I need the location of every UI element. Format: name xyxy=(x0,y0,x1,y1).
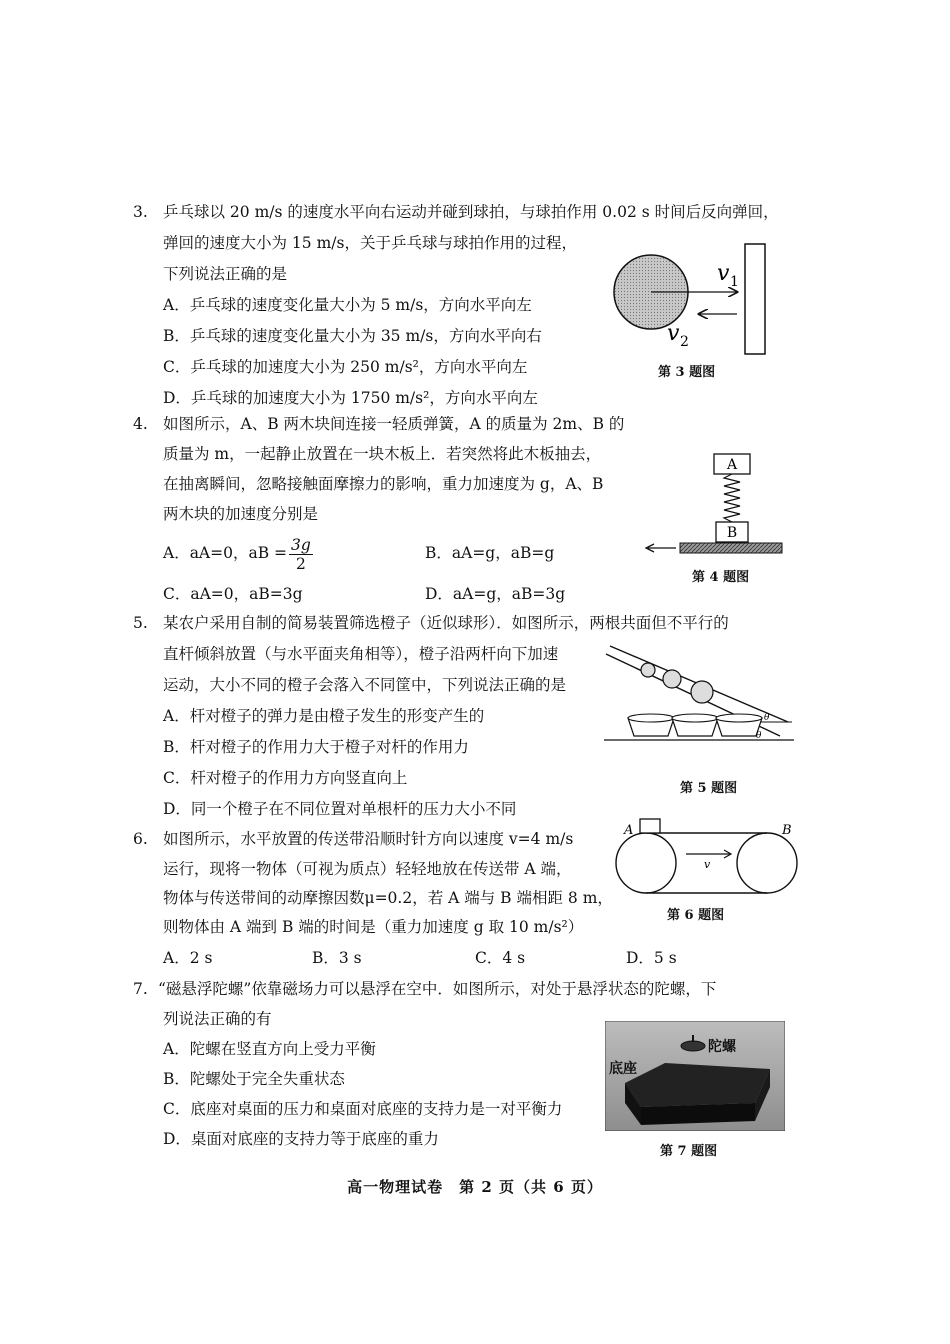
q7-option-a: A．陀螺在竖直方向上受力平衡 xyxy=(163,1040,376,1058)
q7-option-c: C．底座对桌面的压力和桌面对底座的支持力是一对平衡力 xyxy=(163,1100,563,1118)
block-a-label: A xyxy=(726,457,738,473)
v1-sub: 1 xyxy=(730,274,739,290)
q6-stem-line-2: 运行，现将一物体（可视为质点）轻轻地放在传送带 A 端， xyxy=(163,860,572,878)
q4-option-d: D．aA=g，aB=3g xyxy=(425,585,566,603)
q5-number: 5. xyxy=(133,614,148,632)
block-b-label: B xyxy=(726,525,738,541)
q5-option-a: A．杆对橙子的弹力是由橙子发生的形变产生的 xyxy=(163,707,485,725)
q3-stem-line-2: 弹回的速度大小为 15 m/s，关于乒乓球与球拍作用的过程， xyxy=(163,234,577,252)
q3-option-c: C．乒乓球的加速度大小为 250 m/s²，方向水平向左 xyxy=(163,358,528,376)
q6-option-b: B．3 s xyxy=(312,949,362,967)
q7-caption: 第 7 题图 xyxy=(660,1144,718,1159)
q7-stem-line-2: 列说法正确的有 xyxy=(163,1010,272,1028)
board xyxy=(680,543,782,553)
left-pulley xyxy=(616,833,676,893)
q4-number: 4. xyxy=(133,415,148,433)
v1-label: v xyxy=(717,261,730,286)
page-footer: 高一物理试卷 第 2 页（共 6 页） xyxy=(347,1178,603,1196)
orange-small xyxy=(641,663,655,677)
q3-caption: 第 3 题图 xyxy=(658,365,716,380)
basket-3-rim xyxy=(716,714,762,722)
v2-label: v xyxy=(667,321,680,346)
q4-stem-line-2: 质量为 m，一起静止放置在一块木板上．若突然将此木板抽去， xyxy=(163,445,602,463)
q4-figure xyxy=(640,448,790,563)
velocity-label: v xyxy=(704,858,711,871)
v2-sub: 2 xyxy=(680,334,689,350)
theta-label-upper: θ xyxy=(764,713,770,723)
q5-figure xyxy=(600,640,800,755)
theta-label-lower: θ xyxy=(756,731,762,741)
q6-number: 6. xyxy=(133,830,148,848)
orange-medium xyxy=(663,670,681,688)
basket-1-rim xyxy=(628,714,674,722)
q3-option-d: D．乒乓球的加速度大小为 1750 m/s²，方向水平向左 xyxy=(163,389,538,407)
q6-option-a: A．2 s xyxy=(163,949,213,967)
q5-caption: 第 5 题图 xyxy=(680,781,738,796)
paddle xyxy=(745,244,765,354)
base-label: 底座 xyxy=(609,1061,637,1077)
q6-caption: 第 6 题图 xyxy=(667,908,725,923)
top-label: 陀螺 xyxy=(708,1039,736,1055)
q4-stem-line-3: 在抽离瞬间，忽略接触面摩擦力的影响，重力加速度为 g，A、B xyxy=(163,475,604,493)
q4-option-a-text: A．aA=0，aB = xyxy=(163,544,288,562)
q4-option-c: C．aA=0，aB=3g xyxy=(163,585,303,603)
q3-number: 3. xyxy=(133,203,148,221)
q4-stem-line-4: 两木块的加速度分别是 xyxy=(163,505,319,523)
q7-option-d: D．桌面对底座的支持力等于底座的重力 xyxy=(163,1130,439,1148)
q5-option-d: D．同一个橙子在不同位置对单根杆的压力大小不同 xyxy=(163,800,517,818)
basket-2-rim xyxy=(672,714,718,722)
q5-stem-line-1: 某农户采用自制的简易装置筛选橙子（近似球形）．如图所示，两根共面但不平行的 xyxy=(163,614,729,632)
q4-caption: 第 4 题图 xyxy=(692,570,750,585)
q5-stem-line-2: 直杆倾斜放置（与水平面夹角相等），橙子沿两杆向下加速 xyxy=(163,645,559,663)
q3-option-a: A．乒乓球的速度变化量大小为 5 m/s，方向水平向左 xyxy=(163,296,532,314)
q4-option-a xyxy=(163,533,313,573)
q7-figure xyxy=(605,1021,785,1131)
object-box xyxy=(640,819,660,833)
q3-stem-line-3: 下列说法正确的是 xyxy=(163,265,288,283)
q3-stem-line-1: 乒乓球以 20 m/s 的速度水平向右运动并碰到球拍，与球拍作用 0.02 s 时间后反向弹回， xyxy=(163,203,779,221)
q5-option-c: C．杆对橙子的作用力方向竖直向上 xyxy=(163,769,408,787)
q6-option-d: D．5 s xyxy=(626,949,677,967)
q6-stem-line-1: 如图所示，水平放置的传送带沿顺时针方向以速度 v=4 m/s xyxy=(163,830,574,848)
q7-option-b: B．陀螺处于完全失重状态 xyxy=(163,1070,345,1088)
q6-option-c: C．4 s xyxy=(475,949,526,967)
end-b-label: B xyxy=(782,823,792,838)
q3-option-b: B．乒乓球的速度变化量大小为 35 m/s，方向水平向右 xyxy=(163,327,542,345)
q6-stem-line-4: 则物体由 A 端到 B 端的时间是（重力加速度 g 取 10 m/s²） xyxy=(163,918,584,936)
q4-option-a-numerator: 3g xyxy=(291,535,311,554)
q7-stem-line-1: “磁悬浮陀螺”依靠磁场力可以悬浮在空中．如图所示，对处于悬浮状态的陀螺，下 xyxy=(158,980,717,998)
q5-option-b: B．杆对橙子的作用力大于橙子对杆的作用力 xyxy=(163,738,469,756)
q7-number: 7. xyxy=(133,980,148,998)
right-pulley xyxy=(737,833,797,893)
spring xyxy=(724,474,740,522)
q6-stem-line-3: 物体与传送带间的动摩擦因数μ=0.2，若 A 端与 B 端相距 8 m， xyxy=(163,889,613,907)
q4-option-a-denominator: 2 xyxy=(295,554,306,573)
end-a-label: A xyxy=(624,823,634,838)
orange-large xyxy=(691,681,713,703)
q4-stem-line-1: 如图所示，A、B 两木块间连接一轻质弹簧，A 的质量为 2m、B 的 xyxy=(163,415,625,433)
q4-option-b: B．aA=g，aB=g xyxy=(425,544,555,562)
q3-figure xyxy=(605,236,785,366)
q4-option-a-fraction xyxy=(289,536,313,573)
q6-figure xyxy=(612,818,802,898)
spinning-top xyxy=(681,1041,705,1051)
q5-stem-line-3: 运动，大小不同的橙子会落入不同筐中，下列说法正确的是 xyxy=(163,676,567,694)
